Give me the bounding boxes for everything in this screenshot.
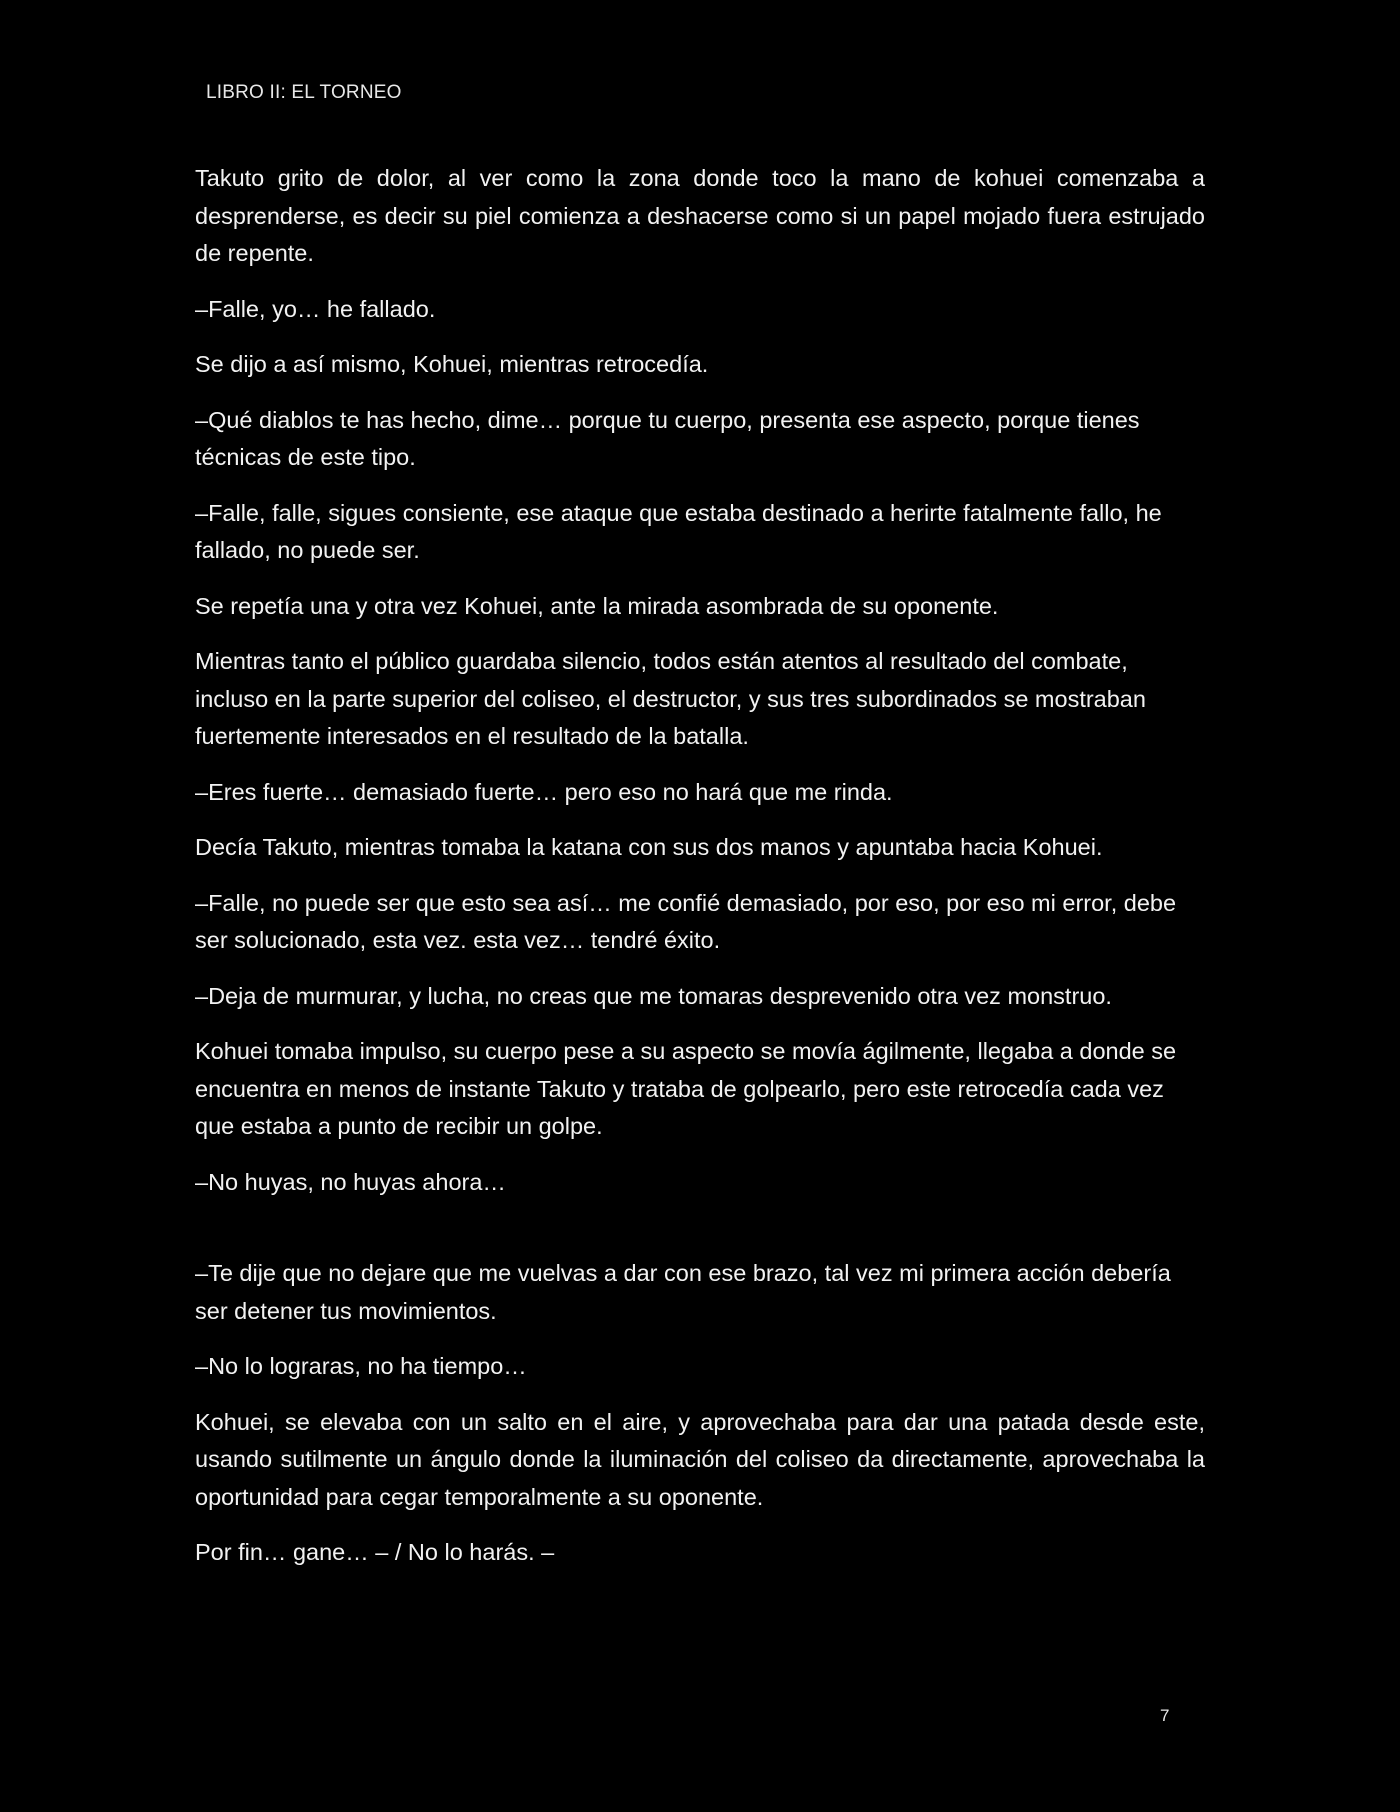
paragraph-3: Se dijo a así mismo, Kohuei, mientras retrocedía. bbox=[195, 351, 709, 377]
paragraph-9: Decía Takuto, mientras tomaba la katana con sus dos manos y apuntaba hacia Kohuei. bbox=[195, 834, 1103, 860]
paragraph-2: –Falle, yo… he fallado. bbox=[195, 295, 436, 322]
running-header: LIBRO II: EL TORNEO bbox=[206, 82, 402, 103]
paragraph-10: –Falle, no puede ser que esto sea así… me confié demasiado, por eso, por eso mi error, debe ser solucionado, esta vez. esta vez… tendré éxito. bbox=[195, 889, 1177, 953]
section-gap bbox=[195, 1219, 1205, 1255]
paragraph-5: –Falle, falle, sigues consiente, ese ataque que estaba destinado a herirte fatalmente fallo, he fallado, no puede ser. bbox=[195, 499, 1162, 563]
paragraph-6: Se repetía una y otra vez Kohuei, ante la mirada asombrada de su oponente. bbox=[195, 592, 999, 619]
page-body bbox=[195, 160, 1205, 1590]
paragraph-17: Por fin… gane… – / No lo harás. – bbox=[195, 1539, 555, 1565]
paragraph-15: –No lo lograras, no ha tiempo… bbox=[195, 1353, 527, 1379]
paragraph-14: –Te dije que no dejare que me vuelvas a dar con ese brazo, tal vez mi primera acción debería ser detener tus movimientos. bbox=[195, 1260, 1171, 1324]
paragraph-11: –Deja de murmurar, y lucha, no creas que me tomaras desprevenido otra vez monstruo. bbox=[195, 982, 1112, 1009]
paragraph-8: –Eres fuerte… demasiado fuerte… pero eso no hará que me rinda. bbox=[195, 778, 893, 805]
paragraph-1: Takuto grito de dolor, al ver como la zona donde toco la mano de kohuei comenzaba a desprenderse, es decir su piel comienza a deshacerse como si un papel mojado fuera estrujado de repente. bbox=[195, 165, 1205, 266]
paragraph-13: –No huyas, no huyas ahora… bbox=[195, 1168, 506, 1195]
paragraph-7: Mientras tanto el público guardaba silencio, todos están atentos al resultado del combate, incluso en la parte superior del coliseo, el destructor, y sus tres subordinados se mostraban fuertemente interesados en el resultado de la batalla. bbox=[195, 648, 1146, 749]
paragraph-4: –Qué diablos te has hecho, dime… porque tu cuerpo, presenta ese aspecto, porque tienes técnicas de este tipo. bbox=[195, 406, 1140, 470]
paragraph-12: Kohuei tomaba impulso, su cuerpo pese a su aspecto se movía ágilmente, llegaba a donde se encuentra en menos de instante Takuto y trataba de golpearlo, pero este retrocedía cada vez que estaba a punto de recibir un golpe. bbox=[195, 1038, 1177, 1139]
paragraph-16: Kohuei, se elevaba con un salto en el aire, y aprovechaba para dar una patada desde este, usando sutilmente un ángulo donde la iluminación del coliseo da directamente, aprovechaba la oportunidad para cegar temporalmente a su oponente. bbox=[195, 1408, 1205, 1510]
page-number: 7 bbox=[1160, 1706, 1170, 1725]
